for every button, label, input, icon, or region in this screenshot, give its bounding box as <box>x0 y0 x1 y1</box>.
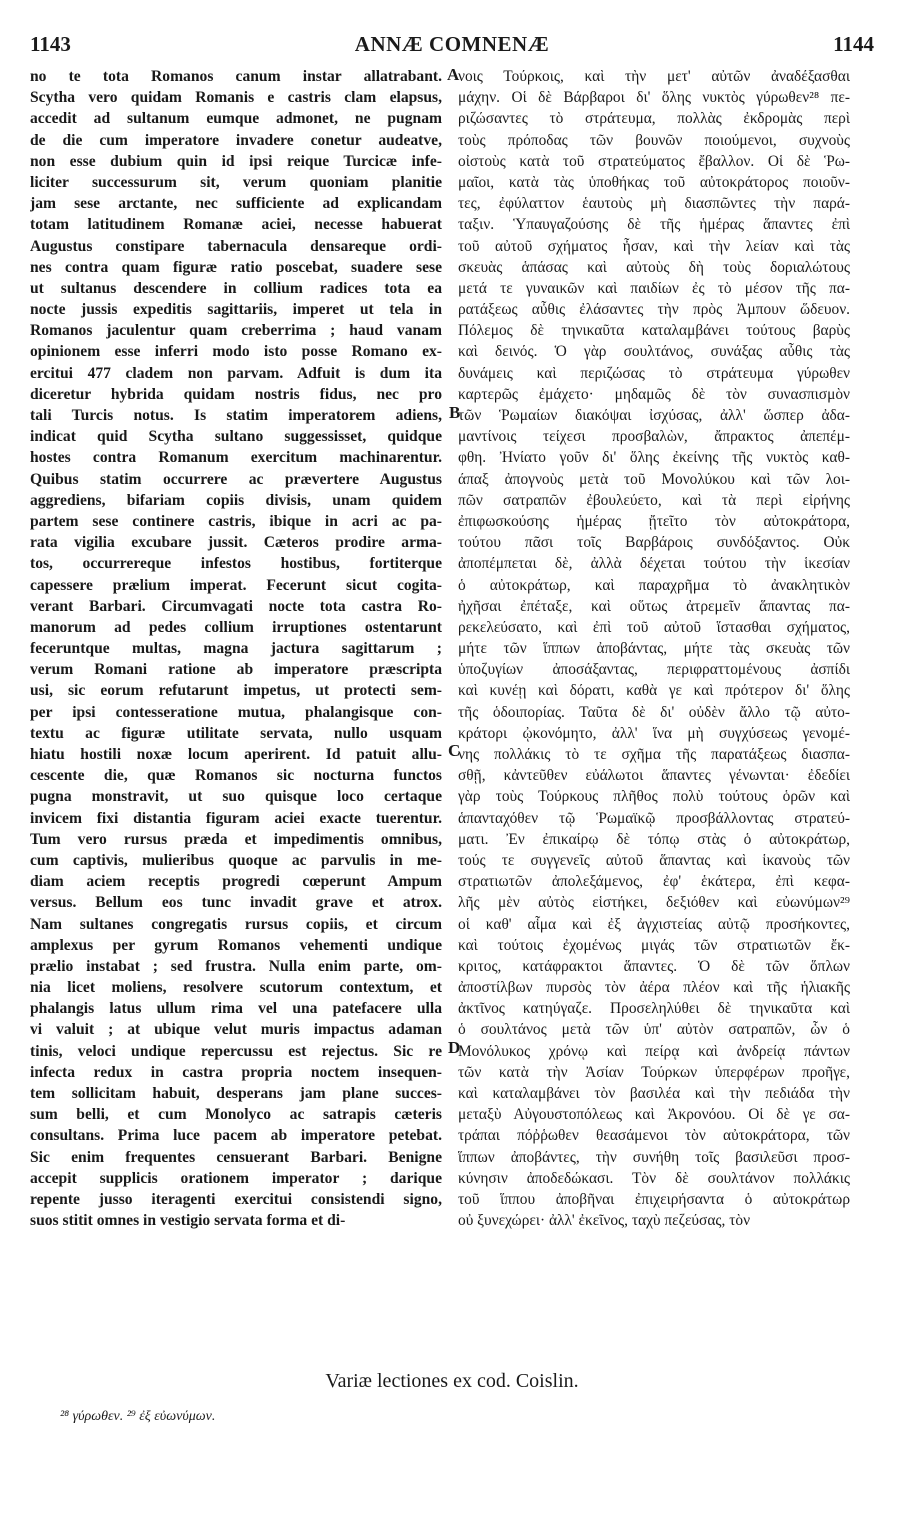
latin-line: usi, sic eorum refutarunt impetus, ut protecti sem- <box>30 682 442 700</box>
greek-line: τοῦ αὐτοῦ σχήματος ἦσαν, καὶ τὴν λείαν καὶ τὰς <box>458 237 850 255</box>
latin-line: amplexus per gyrum Romanos vehementi undique <box>30 936 442 954</box>
greek-column <box>458 66 850 1231</box>
greek-line: κράτορι ᾠκονόμητο, ἀλλ' ἵνα μὴ συγχύσεως γενομέ- <box>458 724 850 742</box>
latin-line: diceretur hybrida quidam nostris fidus, nec pro <box>30 385 442 403</box>
page-number-right: 1144 <box>833 32 874 56</box>
latin-line: ercitui 477 cladem non parvam. Adfuit is dum ita <box>30 364 442 382</box>
latin-line: cum captivis, mulieribus quoque ac parvulis in me- <box>30 851 442 869</box>
greek-line: νοις Τούρκοις, καὶ τὴν μετ' αὐτῶν ἀναδέξασθαι <box>458 68 850 85</box>
greek-line: ταξιν. Ὑπαυγαζούσης δὲ τῆς ἡμέρας ἅπαντες ἐπὶ <box>458 216 850 234</box>
greek-line: καὶ τούτοις ἐχομένως μιγάς τῶν στρατιωτῶν ἔκ- <box>458 936 850 954</box>
latin-line: totam latitudinem Romanæ aciei, necesse habuerat <box>30 216 442 234</box>
latin-line: textu ac figuræ utilitate servata, nullo usquam <box>30 724 442 742</box>
greek-line: φθη. Ἠνίατο γοῦν δι' ὅλης ἐκείνης τῆς νυκτὸς καθ- <box>458 449 850 467</box>
latin-line: consultans. Prima luce pacem ab imperatore petebat. <box>30 1127 442 1145</box>
greek-line: μήτε τῶν ἵππων ἀποβάντας, μήτε τὰς σκευὰς τῶν <box>458 640 850 658</box>
greek-line: τες, ἐφύλαττον ἑαυτοὺς μὴ διασπῶντες τὴν παρά- <box>458 195 850 213</box>
latin-line: diam aciem receptis progredi cœperunt Ampum <box>30 873 442 891</box>
variant-readings-note: ²⁸ γύρωθεν. ²⁹ ἐξ εὐωνύμων. <box>60 1409 216 1424</box>
latin-line: manorum ad pedes collium irruptiones ostentarunt <box>30 618 442 636</box>
greek-line: ἀκτῖνος κατηύγαζε. Προσεληλύθει δὲ τηνικαῦτα καὶ <box>458 1000 850 1018</box>
greek-line: πῶν σατραπῶν ἐβουλεύετο, καὶ τὰ περὶ εἰρήνης <box>458 491 850 509</box>
margin-marker-b: B <box>449 403 461 422</box>
margin-marker-c: C <box>448 741 461 760</box>
latin-line: tali Turcis notus. Is statim imperatorem adiens, <box>30 407 442 424</box>
latin-line: Romanos jaculentur quam creberrima ; haud vanam <box>30 322 442 340</box>
latin-line: sum belli, et cum Monolyco ac satrapis cæteris <box>30 1106 442 1124</box>
latin-line: liciter successurum sit, verum quoniam planitie <box>30 173 442 191</box>
page-number-left: 1143 <box>30 32 71 56</box>
latin-line: suos stitit omnes in vestigio servata forma et di- <box>30 1212 346 1230</box>
latin-line: aggrediens, bifariam copiis divisis, unam quidem <box>30 491 442 509</box>
latin-line: nocte jussis expeditis sagittariis, imperet ut tela in <box>30 301 442 319</box>
greek-line: ματι. Ἐν ἐπικαίρῳ δὲ τόπῳ στὰς ὁ αὐτοκράτωρ, <box>458 830 850 848</box>
latin-line: opinionem esse inferri modo isto posse Romano ex- <box>30 343 442 361</box>
latin-line: Quibus statim occurrere ac prævertere Augustus <box>30 470 442 488</box>
greek-line: μεταξὺ Αὐγουστοπόλεως καὶ Ἀκρονόου. Οἱ δὲ γε σα- <box>458 1106 850 1124</box>
latin-line: per ipsi contesseratione mutua, phalangisque con- <box>30 703 442 721</box>
greek-line: μαντίνοις τείχεσι προσβαλὼν, ἄπρακτος ἀπεπέμ- <box>458 428 850 446</box>
greek-line: δυνάμεις καὶ περιζώσας τὸ στράτευμα γύρωθεν <box>458 364 850 382</box>
latin-line: feceruntque multas, magna jactura sagittarum ; <box>30 640 442 658</box>
latin-column <box>30 66 442 1231</box>
latin-line: partem sese continere castris, ibique in acri ac pa- <box>30 512 442 530</box>
latin-line: Augustus constipare tabernacula densareque ordi- <box>30 237 442 255</box>
latin-line: hiatu hostili noxæ locum aperirent. Id patuit allu- <box>30 746 442 763</box>
greek-line: ἵππων ἀποβάντες, τὴν συνήθη τοῖς βασιλεῦσι προσ- <box>458 1148 850 1166</box>
latin-line: Scytha vero quidam Romanis e castris clam elapsus, <box>30 89 442 107</box>
greek-line: νης πολλάκις τὸ τε σχῆμα τῆς παρατάξεως διασπα- <box>458 746 850 763</box>
latin-line: jam sese arctante, nec sufficiente ad explicandam <box>30 195 442 213</box>
greek-line: ἀποστίλβων πυρσὸς τὸν ἀέρα πλέον καὶ τῆς ἡλιακῆς <box>458 979 850 997</box>
latin-line: Nam sultanes congregatis rursus copiis, et circum <box>30 915 442 933</box>
latin-line: de die cum imperatore invadere conetur audeatve, <box>30 131 442 149</box>
latin-line: repente jusso iteragenti exercitui consistendi signo, <box>30 1190 442 1208</box>
latin-line: phalangis latus ullum rima vel una patefacere ulla <box>30 1000 442 1018</box>
running-head <box>30 32 874 60</box>
margin-marker-a: A <box>447 65 460 84</box>
greek-line: τούς τε συγγενεῖς αὐτοῦ ἅπαντας καὶ ἱκανοὺς τῶν <box>458 851 850 869</box>
greek-line: ὁ αὐτοκράτωρ, καὶ παραχρῆμα τὸ ἀνακλητικὸν <box>458 576 850 594</box>
latin-line: tem sollicitam habuit, desperans jam plane succes- <box>30 1085 442 1102</box>
latin-line: versus. Bellum eos tunc invadit grave et atrox. <box>30 894 442 912</box>
latin-line: cescente die, quæ Romanos sic nocturna functos <box>30 767 442 785</box>
greek-line: ἠχῆσαι ἐπέταξε, καὶ οὕτως ἀτρεμεῖν ἅπαντας πα- <box>458 597 850 615</box>
greek-line: σθῇ, κἀντεῦθεν εὐάλωτοι ἅπαντες γένωνται· ἐδεδίει <box>458 767 850 785</box>
latin-line: ut sultanus descendere in collium radices tota ea <box>30 279 442 297</box>
greek-line: ριζώσαντες τὸ στράτευμα, πολλὰς ἐκδρομὰς περὶ <box>458 110 850 128</box>
latin-line: tinis, veloci undique repercussu est rejectus. Sic re <box>30 1042 442 1060</box>
greek-line: τῶν κατὰ τὴν Ἀσίαν Τούρκων ὑπερφέρων προῆγε, <box>458 1063 850 1081</box>
greek-line: σκευὰς ἁπάσας καὶ αὐτοὺς δὴ τοὺς δοριαλώτους <box>458 258 850 276</box>
greek-line: λῆς μὲν αὐτὸς εἱστήκει, δεξιόθεν καὶ εὐωνύμων²⁹ <box>458 894 850 912</box>
latin-line: nes contra quam figuræ ratio poscebat, suadere sese <box>30 258 442 276</box>
latin-line: invicem fixi distantia figuram aciei exacte tuerentur. <box>30 809 442 827</box>
latin-line: verum Romani ratione ab imperatore præscripta <box>30 661 442 679</box>
latin-line: no te tota Romanos canum instar allatrabant. <box>30 68 442 85</box>
latin-line: indicat quid Scytha sultano suggessisset, quidque <box>30 428 442 446</box>
latin-line: non esse dubium quin id ipsi reique Turcicæ infe- <box>30 152 442 170</box>
greek-line: καὶ δεινός. Ὁ γὰρ σουλτάνος, συνάξας αὖθις τὰς <box>458 343 850 361</box>
greek-line: καὶ καταλαμβάνει τὸν βασιλέα καὶ τὴν πεδιάδα τὴν <box>458 1085 850 1102</box>
greek-line: τοῦ ἵππου ἀποβῆναι ἐπιχειρήσαντα ὁ αὐτοκράτωρ <box>458 1190 850 1208</box>
latin-line: nia licet moliens, resolvere scutorum contextum, et <box>30 979 442 997</box>
greek-line: οἰστοὺς κατὰ τοῦ στρατεύματος ἔβαλλον. Οἱ δὲ Ῥω- <box>458 152 850 170</box>
running-title: ANNÆ COMNENÆ <box>354 32 550 56</box>
greek-line: ρατάξεως αὖθις ἐλάσαντες τὴν πρὸς Ἀμπουν ὥδευον. <box>458 301 850 319</box>
greek-line: μαῖοι, κατὰ τὰς ὑποθήκας τοῦ αὐτοκράτορος ποιοῦν- <box>458 173 850 191</box>
greek-line: οὐ ξυνεχώρει· ἀλλ' ἐκεῖνος, ταχὺ πεζεύσας, τὸν <box>458 1212 751 1230</box>
latin-line: verant Barbari. Circumvagati nocte tota castra Ro- <box>30 597 442 615</box>
greek-line: καὶ κυνέῃ καὶ δόρατι, καθὰ γε καὶ πρότερον δι' ὅλης <box>458 682 850 700</box>
latin-line: rata vigilia excubare jussit. Cæteros prodire arma- <box>30 534 442 552</box>
latin-line: vi valuit ; at ubique velut muris impactus adaman <box>30 1021 442 1039</box>
margin-marker-d: D <box>448 1038 461 1057</box>
latin-line: Tum vero rursus præda et impedimentis omnibus, <box>30 830 442 848</box>
greek-line: ὁ σουλτάνος μετὰ τῶν ὑπ' αὐτὸν σατραπῶν, ὧν ὁ <box>458 1021 850 1039</box>
greek-line: ἐπιφωσκούσης ἡμέρας ᾔτεῖτο τὸν αὐτοκράτορα, <box>458 512 850 530</box>
greek-line: τῆς ὁδοιπορίας. Ταῦτα δὲ δι' οὐδὲν ἄλλο τῷ αὐτο- <box>458 703 850 721</box>
greek-line: γὰρ τοὺς Τούρκους πλῆθος πολὺ τούτους ὁρῶν καὶ <box>458 788 850 806</box>
greek-line: τῶν Ῥωμαίων διακόψαι ἰσχύσας, ἀλλ' ὥσπερ ἀδα- <box>458 407 850 424</box>
latin-line: infecta redux in castra propria noctem insequen- <box>30 1063 442 1081</box>
greek-line: ἁπανταχόθεν τῷ Ῥωμαϊκῷ προσβάλλοντας στρατεύ- <box>458 809 850 827</box>
greek-line: τοὺς πρόποδας τῶν βουνῶν ποιούμενοι, συχνοὺς <box>458 131 850 149</box>
latin-line: accepit supplicis orationem imperator ; darique <box>30 1169 442 1187</box>
latin-line: capessere prælium imperat. Fecerunt sicut cogita- <box>30 576 442 594</box>
latin-line: pugna monstravit, ut suo quisque loco certaque <box>30 788 442 806</box>
greek-line: Μονόλυκος χρόνῳ καὶ πείρᾳ καὶ ἀνδρείᾳ πάντων <box>458 1042 850 1060</box>
greek-line: ὑποζυγίων ἀποσάξαντας, περιφραττομένους ἀσπίδι <box>458 661 850 679</box>
latin-line: prælio instabat ; sed frustra. Nulla enim parte, om- <box>30 957 442 975</box>
greek-line: οἱ καθ' αἷμα καὶ ἐξ ἀγχιστείας αὐτῷ προσήκοντες, <box>458 915 850 933</box>
greek-line: ρεκελεύσατο, καὶ ἐπὶ τοῦ αὐτοῦ ἵστασθαι σχήματος, <box>458 618 850 636</box>
greek-line: καρτερῶς ἐμάχετο· μηδαμῶς δὲ τὸν συνασπισμὸν <box>458 385 850 403</box>
greek-line: άπαξ ἀπογνοὺς μετὰ τοῦ Μονολύκου καὶ τῶν λοι- <box>458 470 850 488</box>
greek-line: στρατιωτῶν ἀπολεξάμενος, ἐφ' ἑκάτερα, ἐπὶ κεφα- <box>458 873 850 891</box>
latin-line: hostes contra Romanum exercitum machinarentur. <box>30 449 442 467</box>
greek-line: Πόλεμος δὲ τηνικαῦτα καταλαμβάνει τούτους βαρὺς <box>458 322 850 340</box>
greek-line: τούτου πᾶσι τοῖς Βαρβάροις συνδόξαντος. Οὐκ <box>458 534 850 552</box>
greek-line: τράπαι πόῤῥωθεν θεασάμενοι τὸν αὐτοκράτορα, τῶν <box>458 1127 850 1145</box>
greek-line: μάχην. Οἱ δὲ Βάρβαροι δι' ὅλης νυκτὸς γύρωθεν²⁸ πε- <box>458 89 850 107</box>
greek-line: κριτος, κατάφρακτοι ἅπαντες. Ὁ δὲ τῶν ὅπλων <box>458 957 850 975</box>
variant-readings-title: Variæ lectiones ex cod. Coislin. <box>325 1370 579 1392</box>
greek-line: μετά τε γυναικῶν καὶ παιδίων ἐς τὸ μέσον τῆς πα- <box>458 279 850 297</box>
greek-line: ἀποπέμπεται δὲ, ἀλλὰ δέχεται τούτου τὴν ἱκεσίαν <box>458 555 850 573</box>
latin-line: tos, occurrereque infestos hostibus, fortiterque <box>30 555 442 573</box>
latin-line: Sic enim frequentes censuerant Barbari. Benigne <box>30 1148 442 1166</box>
greek-line: κύνησιν ἀποδεδώκασι. Τὸν δὲ σουλτάνον πολλάκις <box>458 1169 850 1187</box>
latin-line: accedit ad sultanum eumque admonet, ne pugnam <box>30 110 442 128</box>
